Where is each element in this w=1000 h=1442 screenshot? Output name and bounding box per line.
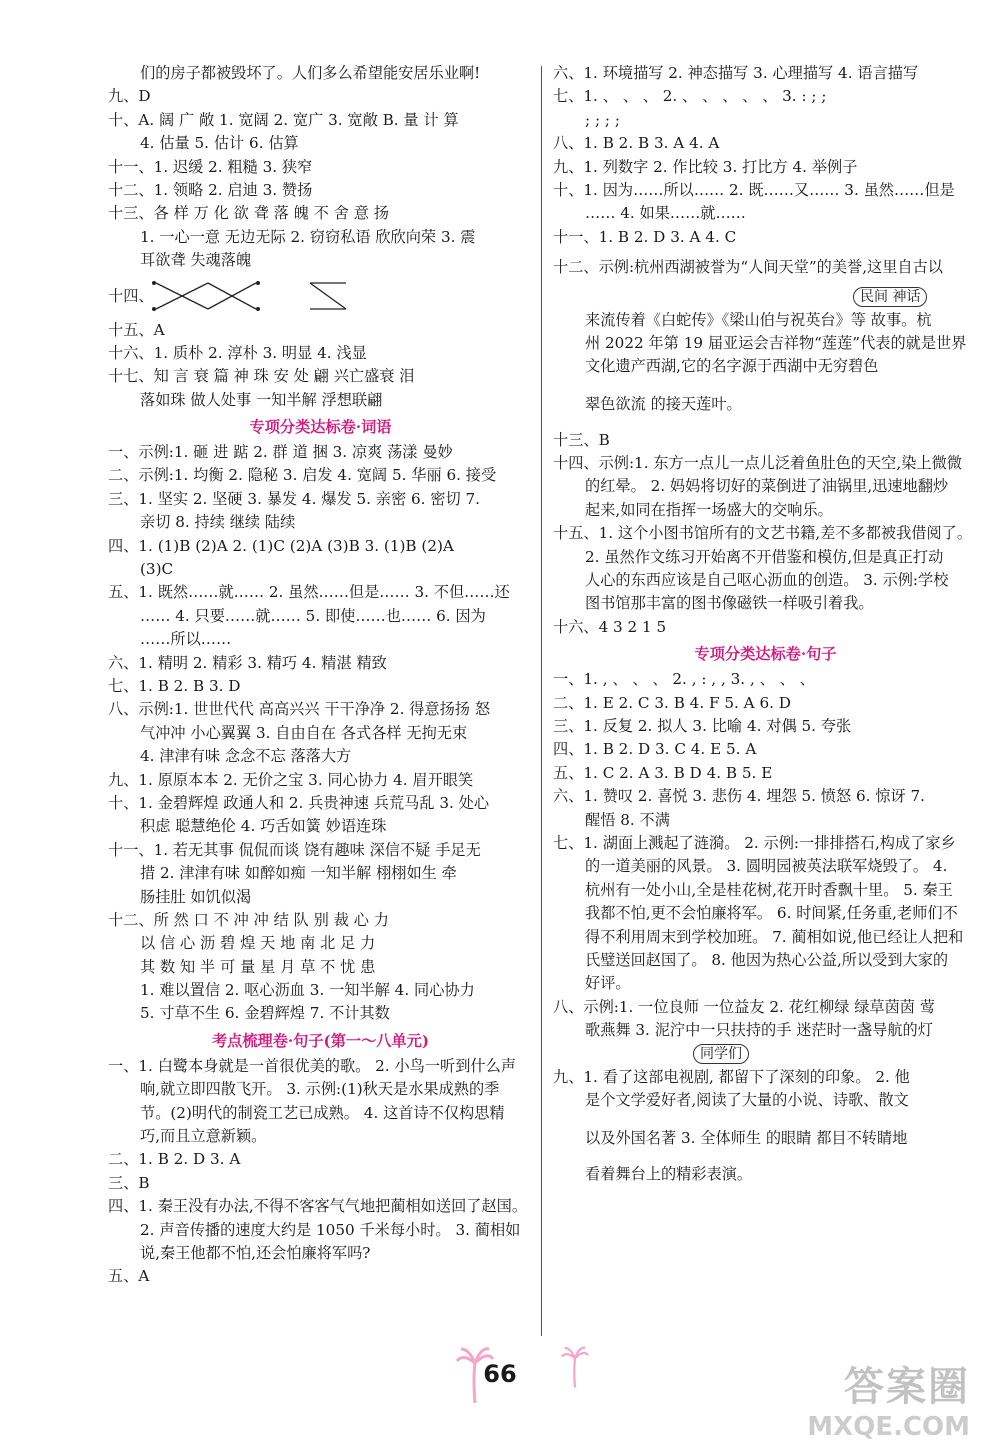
answer-line: ……所以……	[140, 630, 232, 649]
answer-line: 四、1. (1)B (2)A 2. (1)C (2)A (3)B 3. (1)B (2)A	[108, 536, 454, 555]
answer-line: 六、1. 精明 2. 精彩 3. 精巧 4. 精湛 精致	[108, 653, 387, 672]
matching-lines	[150, 275, 350, 319]
section-heading: 专项分类达标卷·词语	[249, 418, 392, 437]
answer-line: 杭州有一处小山,全是桂花树,花开时香飘十里。 5. 秦王	[585, 880, 953, 899]
answer-line: 一、示例:1. 砸 进 踮 2. 群 道 捆 3. 凉爽 荡漾 曼妙	[108, 443, 453, 462]
answer-line: 八、示例:1. 世世代代 高高兴兴 干干净净 2. 得意扬扬 怒	[108, 700, 491, 719]
answer-line: 十六、1. 质朴 2. 淳朴 3. 明显 4. 浅显	[108, 343, 367, 362]
section-heading: 考点梳理卷·句子(第一～八单元)	[211, 1031, 430, 1050]
answer-line: 九、D	[108, 87, 151, 106]
answer-line: 图书馆那丰富的图书像磁铁一样吸引着我。	[585, 594, 874, 613]
answer-line: 其 数 知 半 可 量 星 月 草 不 忧 患	[140, 957, 376, 976]
answer-line: 说,秦王他都不怕,还会怕廉将军吗?	[140, 1243, 371, 1262]
answer-line: 文化遗产西湖,它的名字源于西湖中无穷碧色	[585, 357, 879, 376]
answer-line: 十一、1. B 2. D 3. A 4. C	[553, 227, 737, 246]
answer-line: 十四、	[108, 273, 533, 319]
answer-line: 得不利用周末到学校加班。 7. 蔺相如说,他已经让人把和	[585, 927, 964, 946]
answer-line: 以 信 心 沥 碧 煌 天 地 南 北 足 力	[140, 934, 376, 953]
answer-line: 州 2022 年第 19 届亚运会吉祥物“莲莲”代表的就是世界	[585, 333, 967, 352]
answer-line: 三、1. 反复 2. 拟人 3. 比喻 4. 对偶 5. 夸张	[553, 716, 852, 735]
answer-line: (3)C	[140, 560, 174, 579]
answer-line: 4. 津津有味 念念不忘 落落大方	[140, 747, 352, 766]
answer-line: 以及外国名著 3. 全体师生 的眼睛 都目不转睛地	[585, 1128, 908, 1147]
page-number: 66	[483, 1360, 517, 1388]
answer-line: 四、1. B 2. D 3. C 4. E 5. A	[553, 740, 757, 759]
answer-line: 翠色欲流 的接天莲叶。	[585, 394, 742, 413]
answer-line: 八、1. B 2. B 3. A 4. A	[553, 134, 720, 153]
answer-line: 六、1. 赞叹 2. 喜悦 3. 悲伤 4. 埋怨 5. 愤怒 6. 惊讶 7.	[553, 787, 925, 806]
answer-line: 5. 寸草不生 6. 金碧辉煌 7. 不计其数	[140, 1004, 390, 1023]
answer-line: 的红晕。 2. 妈妈将切好的菜倒进了油锅里,迅速地翻炒	[585, 477, 949, 496]
watermark	[807, 1355, 970, 1442]
answer-line: 措 2. 津津有味 如醉如痴 一知半解 栩栩如生 牵	[140, 864, 457, 883]
answer-line: 一、1. , 、 、 、 2. , : , , 3. , 、 、 、	[553, 670, 815, 689]
answer-line: 人心的东西应该是自己呕心沥血的创造。 3. 示例:学校	[585, 571, 949, 590]
section-heading: 专项分类达标卷·句子	[694, 645, 837, 664]
answer-line: 三、1. 坚实 2. 坚硬 3. 暴发 4. 爆发 5. 亲密 6. 密切 7.	[108, 489, 480, 508]
answer-line: 耳欲聋 失魂落魄	[140, 251, 252, 270]
answer-line: 二、示例:1. 均衡 2. 隐秘 3. 启发 4. 宽阔 5. 华丽 6. 接受	[108, 466, 497, 485]
answer-line: 来流传着《白蛇传》《梁山伯与祝英台》等 故事。杭	[585, 310, 932, 329]
answer-line: 十、1. 因为……所以…… 2. 既……又…… 3. 虽然……但是	[553, 180, 955, 199]
answer-line: 十二、所 然 口 不 冲 冲 结 队 别 裁 心 力	[108, 910, 389, 929]
answer-line: 2. 虽然作文练习开始离不开借鉴和模仿,但是真正打动	[585, 547, 944, 566]
answer-line: 九、1. 列数字 2. 作比较 3. 打比方 4. 举例子	[553, 157, 858, 176]
handwritten-annotation: 同学们	[693, 1044, 749, 1064]
answer-line: 十二、示例:杭州西湖被誉为“人间天堂”的美誉,这里自古以	[553, 258, 943, 277]
answer-line: 十、A. 阔 广 敞 1. 宽阔 2. 宽广 3. 宽敞 B. 量 计 算	[108, 110, 459, 129]
answer-line: ; ; ; ;	[585, 110, 620, 129]
answer-line: 2. 声音传播的速度大约是 1050 千米每小时。 3. 蔺相如	[140, 1220, 521, 1239]
answer-line: 九、1. 看了这部电视剧, 都留下了深刻的印象。 2. 他	[553, 1067, 910, 1086]
answer-line: 落如珠 做人处事 一知半解 浮想联翩	[140, 390, 383, 409]
answer-line: 1. 难以置信 2. 呕心沥血 3. 一知半解 4. 同心协力	[140, 981, 475, 1000]
answer-line: 七、1. 湖面上溅起了涟漪。 2. 示例:一排排搭石,构成了家乡	[553, 833, 956, 852]
answer-line: 七、1. B 2. B 3. D	[108, 676, 241, 695]
answer-line: 歌燕舞 3. 泥泞中一只扶持的手 迷茫时一盏导航的灯	[585, 1021, 933, 1040]
answer-line: 三、B	[108, 1173, 150, 1192]
answer-line: 八、示例:1. 一位良师 一位益友 2. 花红柳绿 绿草茵茵 莺	[553, 997, 936, 1016]
answer-line: 节。(2)明代的制瓷工艺已成熟。 4. 这首诗不仅构思精	[140, 1103, 505, 1122]
answer-line: 气冲冲 小心翼翼 3. 自由自在 各式各样 无拘无束	[140, 723, 468, 742]
answer-line: 肠挂肚 如饥似渴	[140, 887, 252, 906]
answer-line: 4. 估量 5. 估计 6. 估算	[140, 134, 299, 153]
answer-line: 巧,而且立意新颖。	[140, 1127, 267, 1146]
answer-line: 六、1. 环境描写 2. 神态描写 3. 心理描写 4. 语言描写	[553, 64, 919, 82]
watermark-logo-text: 答案圈	[844, 1364, 970, 1410]
answer-line: 二、1. E 2. C 3. B 4. F 5. A 6. D	[553, 693, 791, 712]
answer-line: 十、1. 金碧辉煌 政通人和 2. 兵贵神速 兵荒马乱 3. 处心	[108, 793, 490, 812]
answer-line: 十五、1. 这个小图书馆所有的文艺书籍,差不多都被我借阅了。	[553, 524, 973, 543]
answer-line: 氏璧送回赵国了。 8. 他因为热心公益,所以受到大家的	[585, 950, 949, 969]
answer-line: …… 4. 如果……就……	[585, 204, 746, 223]
answer-line: 是个文学爱好者,阅读了大量的小说、诗歌、散文	[585, 1091, 909, 1110]
answer-line: 我都不怕,更不会怕廉将军。 6. 时间紧,任务重,老师们不	[585, 904, 958, 923]
answer-line: 十二、1. 领略 2. 启迪 3. 赞扬	[108, 180, 313, 199]
column-divider	[541, 66, 542, 1336]
answer-line: 二、1. B 2. D 3. A	[108, 1150, 241, 1169]
answer-line: 十五、A	[108, 320, 165, 339]
answer-line: 十七、知 言 衰 篇 神 珠 安 处 翩 兴亡盛衰 泪	[108, 367, 415, 386]
answer-line: 亲切 8. 持续 继续 陆续	[140, 513, 296, 532]
handwritten-annotation: 民间 神话	[853, 287, 927, 307]
answer-line: 好评。	[585, 974, 631, 993]
answer-line: 们的房子都被毁坏了。人们多么希望能安居乐业啊!	[140, 64, 481, 82]
answer-line: 四、1. 秦王没有办法,不得不客客气气地把蔺相如送回了赵国。	[108, 1197, 528, 1216]
answer-line: 的一道美丽的风景。 3. 圆明园被英法联军烧毁了。 4.	[585, 857, 948, 876]
answer-line	[553, 1042, 978, 1065]
watermark-url: MXQE.COM	[807, 1412, 970, 1442]
answer-line: 积虑 聪慧绝伦 4. 巧舌如簧 妙语连珠	[140, 817, 387, 836]
right-column	[553, 62, 978, 1186]
answer-line: 五、1. C 2. A 3. B D 4. B 5. E	[553, 763, 773, 782]
left-column	[108, 62, 533, 1289]
answer-line: 十三、B	[553, 430, 610, 449]
answer-line: 九、1. 原原本本 2. 无价之宝 3. 同心协力 4. 眉开眼笑	[108, 770, 474, 789]
answer-line: 十六、4 3 2 1 5	[553, 617, 667, 636]
answer-line: …… 4. 只要……就…… 5. 即使……也…… 6. 因为	[140, 606, 486, 625]
answer-line: 看着舞台上的精彩表演。	[585, 1164, 753, 1183]
answer-line: 醒悟 8. 不满	[585, 810, 670, 829]
answer-line: 十一、1. 若无其事 侃侃而谈 饶有趣味 深信不疑 手足无	[108, 840, 481, 859]
answer-line	[553, 285, 978, 308]
answer-line: 十四、示例:1. 东方一点儿一点儿泛着鱼肚色的天空,染上微微	[553, 454, 962, 473]
answer-line: 五、A	[108, 1267, 150, 1286]
answer-line: 一、1. 白鹭本身就是一首很优美的歌。 2. 小鸟一听到什么声	[108, 1056, 516, 1075]
answer-line: 七、1. 、 、 、 2. 、 、 、 、 、 3. : ; ;	[553, 87, 827, 106]
answer-line: 五、1. 既然……就…… 2. 虽然……但是…… 3. 不但……还	[108, 583, 510, 602]
answer-line: 响,就立即四散飞开。 3. 示例:(1)秋天是水果成熟的季	[140, 1080, 500, 1099]
answer-line: 十三、各 样 万 化 欲 聋 落 魄 不 舍 意 扬	[108, 204, 389, 223]
answer-line: 起来,如同在指挥一场盛大的交响乐。	[585, 500, 833, 519]
answer-line: 十一、1. 迟缓 2. 粗糙 3. 狭窄	[108, 157, 313, 176]
answer-line: 1. 一心一意 无边无际 2. 窃窃私语 欣欣向荣 3. 震	[140, 227, 476, 246]
